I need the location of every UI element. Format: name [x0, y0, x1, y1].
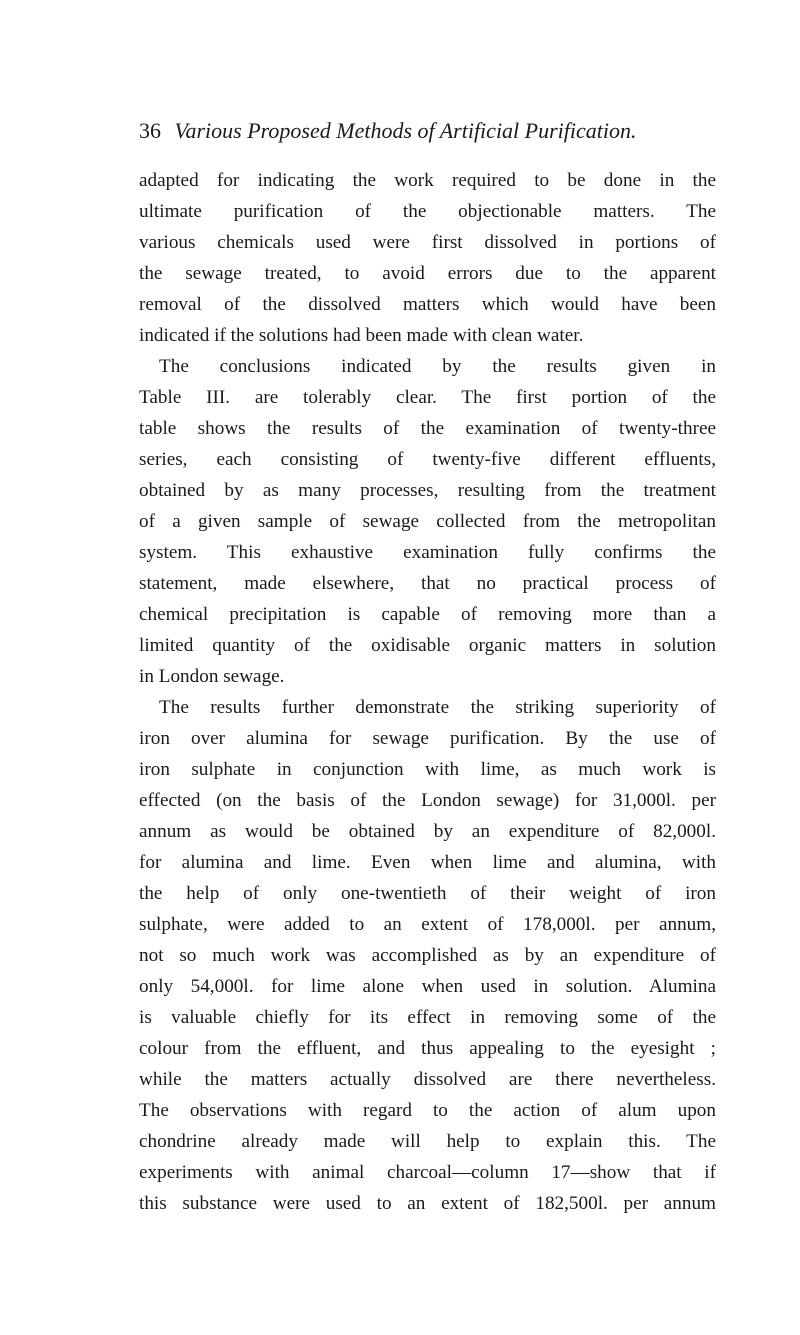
- text-line: series, each consisting of twenty-five different effluents,: [139, 449, 716, 470]
- text-line: The conclusions indicated by the results given in: [159, 356, 716, 377]
- text-line: iron sulphate in conjunction with lime, as much work is: [139, 759, 716, 780]
- text-line: statement, made elsewhere, that no practical process of: [139, 573, 716, 594]
- text-line: The observations with regard to the action of alum upon: [139, 1100, 716, 1121]
- text-line: annum as would be obtained by an expenditure of 82,000l.: [139, 821, 716, 842]
- body-text: [139, 165, 716, 1219]
- text-line: The results further demonstrate the striking superiority of: [159, 697, 716, 718]
- text-line: this substance were used to an extent of 182,500l. per annum: [139, 1193, 716, 1214]
- text-line: for alumina and lime. Even when lime and alumina, with: [139, 852, 716, 873]
- text-line: various chemicals used were first dissolved in portions of: [139, 232, 716, 253]
- text-line: only 54,000l. for lime alone when used in solution. Alumina: [139, 976, 716, 997]
- text-line: is valuable chiefly for its effect in removing some of the: [139, 1007, 716, 1028]
- running-head: [139, 116, 719, 146]
- text-line: the help of only one-twentieth of their weight of iron: [139, 883, 716, 904]
- text-line: obtained by as many processes, resulting from the treatment: [139, 480, 716, 501]
- text-line: indicated if the solutions had been made with clean water.: [139, 325, 584, 346]
- text-line: while the matters actually dissolved are there nevertheless.: [139, 1069, 716, 1090]
- text-line: experiments with animal charcoal—column 17—show that if: [139, 1162, 716, 1183]
- text-line: iron over alumina for sewage purification. By the use of: [139, 728, 716, 749]
- text-line: limited quantity of the oxidisable organic matters in solution: [139, 635, 716, 656]
- text-line: of a given sample of sewage collected from the metropolitan: [139, 511, 716, 532]
- text-line: adapted for indicating the work required to be done in the: [139, 170, 716, 191]
- text-line: not so much work was accomplished as by an expenditure of: [139, 945, 716, 966]
- text-line: ultimate purification of the objectionable matters. The: [139, 201, 716, 222]
- text-line: the sewage treated, to avoid errors due to the apparent: [139, 263, 716, 284]
- text-line: system. This exhaustive examination fully confirms the: [139, 542, 716, 563]
- page-number: 36: [139, 118, 161, 143]
- text-line: effected (on the basis of the London sewage) for 31,000l. per: [139, 790, 716, 811]
- text-line: in London sewage.: [139, 666, 285, 687]
- text-line: Table III. are tolerably clear. The first portion of the: [139, 387, 716, 408]
- text-line: chemical precipitation is capable of removing more than a: [139, 604, 716, 625]
- text-line: removal of the dissolved matters which would have been: [139, 294, 716, 315]
- chapter-title: Various Proposed Methods of Artificial Purification.: [174, 118, 637, 143]
- text-line: table shows the results of the examination of twenty-three: [139, 418, 716, 439]
- text-line: chondrine already made will help to explain this. The: [139, 1131, 716, 1152]
- text-line: colour from the effluent, and thus appealing to the eyesight ;: [139, 1038, 716, 1059]
- text-line: sulphate, were added to an extent of 178,000l. per annum,: [139, 914, 716, 935]
